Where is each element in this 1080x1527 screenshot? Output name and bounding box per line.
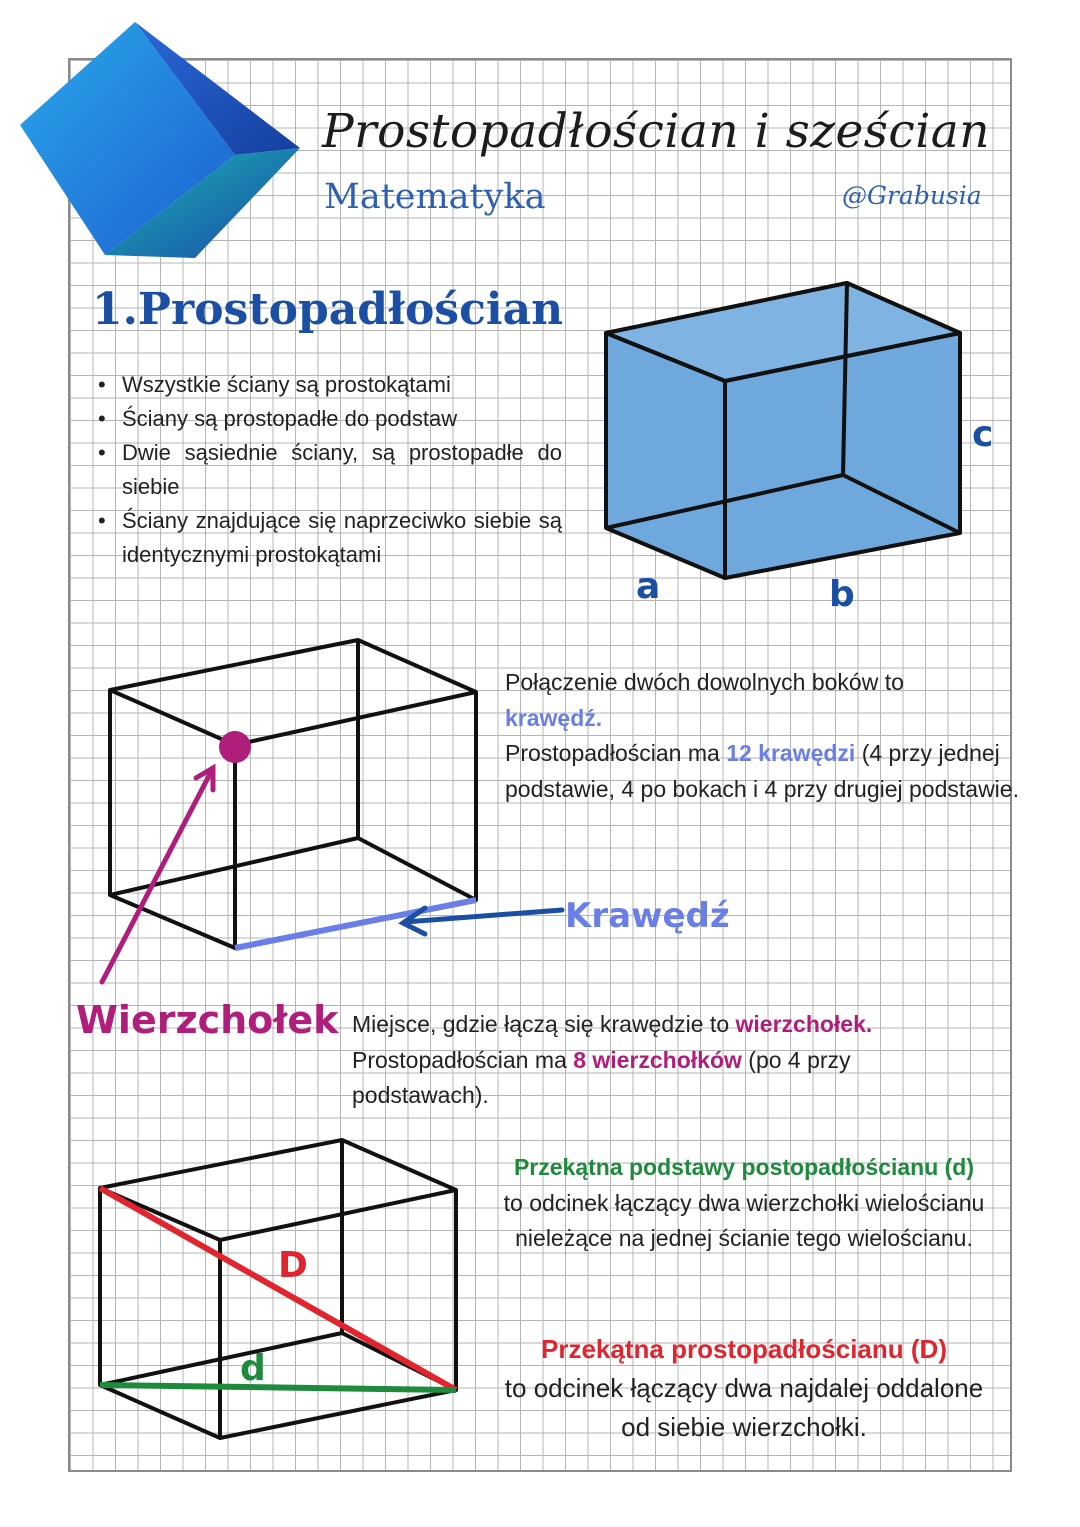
list-item: • Dwie sąsiednie ściany, są prostopadłe do siebie [122, 436, 562, 504]
dimension-label-c: c [972, 414, 994, 455]
highlighted-vertex-dot [219, 731, 251, 763]
vertex-highlight-2: 8 wierzchołków [573, 1046, 742, 1073]
edge-highlight-1: krawędź. [505, 704, 603, 731]
space-diagonal-label: D [278, 1245, 308, 1286]
vertex-text-2: Prostopadłościan ma [352, 1046, 574, 1073]
list-item: • Ściany są prostopadłe do podstaw [122, 402, 562, 436]
section-title: 1.Prostopadłościan [92, 284, 564, 335]
base-diagonal-description [488, 1150, 1000, 1257]
edge-description [505, 665, 1020, 807]
list-item: • Wszystkie ściany są prostokątami [122, 368, 562, 402]
edge-text-2: Prostopadłościan ma [505, 740, 727, 766]
vertex-text-3: (po 4 przy podstawach). [352, 1046, 851, 1108]
edge-highlight-2: 12 krawędzi [726, 740, 856, 766]
edge-text-3: (4 przy jednej podstawie, 4 po bokach i 4 przy drugiej podstawie. [505, 740, 1019, 802]
edge-text-1: Połączenie dwóch dowolnych boków to [505, 669, 904, 695]
space-diagonal-title: Przekątna prostopadłościanu (D) [541, 1334, 947, 1364]
list-item: • Ściany znajdujące się naprzeciwko siebie są identycznymi prostokątami [122, 504, 562, 572]
base-diagonal-title: Przekątna podstawy postopadłościanu (d) [513, 1154, 975, 1180]
space-diagonal-description [500, 1330, 988, 1447]
vertex-label: Wierzchołek [76, 998, 339, 1042]
cuboid-blue-diagram [606, 283, 960, 578]
cuboid-wireframe-diagram [110, 640, 476, 948]
base-diagonal-text: to odcinek łączący dwa wierzchołki wielościanu nieleżące na jednej ścianie tego wielościanu. [503, 1189, 985, 1251]
page-title: Prostopadłościan i sześcian [322, 104, 991, 159]
edge-label: Krawędź [565, 896, 730, 936]
properties-list [122, 368, 562, 572]
dimension-label-a: a [636, 566, 661, 607]
subject-label: Matematyka [324, 177, 546, 217]
logo-cube-icon [20, 22, 300, 258]
vertex-highlight-1: wierzchołek. [735, 1011, 873, 1037]
space-diagonal-text: to odcinek łączący dwa najdalej oddalone od siebie wierzchołki. [504, 1373, 984, 1442]
highlighted-edge-line [235, 900, 476, 948]
base-diagonal-line [100, 1385, 456, 1390]
base-diagonal-label: d [240, 1348, 266, 1389]
author-handle: @Grabusia [842, 181, 982, 210]
vertex-text-1: Miejsce, gdzie łączą się krawędzie to [352, 1011, 736, 1037]
dimension-label-b: b [829, 574, 855, 615]
space-diagonal-line [100, 1188, 456, 1390]
vertex-description [352, 1007, 952, 1114]
